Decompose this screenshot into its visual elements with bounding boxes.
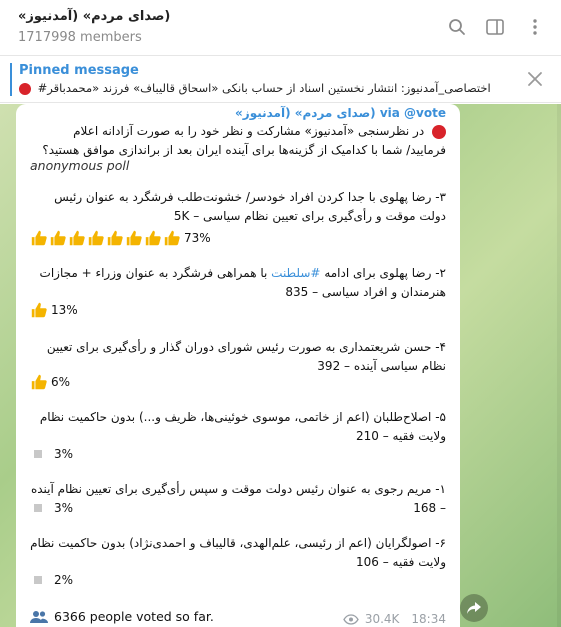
poll-option-result: [30, 300, 78, 320]
poll-option-text: ۳- رضا پهلوی با جدا کردن افراد خودسر/ خشونت‌طلب فرشگرد به عنوان رئیس دولت موقت و رأی‌گیری برای تعیین نظام سیاسی – 5K: [54, 190, 446, 223]
thumbs-up-icon: [30, 229, 48, 247]
thumbs-up-icon: [68, 229, 86, 247]
poll-option-percent: 2%: [54, 573, 74, 587]
thumbs-up-icon: [87, 229, 105, 247]
poll-type: anonymous poll: [30, 158, 130, 173]
pinned-label: Pinned message: [19, 63, 139, 78]
poll-option-percent: 6%: [51, 375, 71, 389]
poll-empty-bar: [34, 450, 42, 458]
member-count: 1717998 members: [18, 30, 142, 45]
chat-header[interactable]: [0, 0, 561, 56]
poll-option-percent: 73%: [184, 231, 211, 245]
pinned-accent-bar: [10, 63, 12, 96]
sidebar-toggle-icon[interactable]: [482, 14, 508, 40]
poll-empty-bar: [34, 576, 42, 584]
thumbs-up-icon: [30, 373, 48, 391]
poll-option-text: ۶- اصولگرایان (اعم از رئیسی، علم‌الهدی، قالیباف و احمدی‌نژاد) بدون حاکمیت نظام ولایت فقیه – 106: [30, 536, 446, 569]
poll-message[interactable]: [16, 104, 460, 627]
poll-option-result: [30, 372, 70, 392]
message-meta: [343, 612, 446, 626]
poll-votes: [30, 609, 214, 624]
poll-option-result: [30, 228, 211, 248]
poll-option-text-part: با همراهی فرشگرد به عنوان وزراء + مجازات هنرمندان و افراد سیاسی – 835: [39, 266, 446, 299]
votes-count-text: 6366 people voted so far.: [54, 609, 214, 624]
poll-question: [36, 122, 446, 160]
poll-option-text: ۱- مریم رجوی به عنوان رئیس دولت موقت و سپس رأی‌گیری برای تعیین نظام آینده – 168: [30, 482, 446, 515]
scrollbar[interactable]: [557, 104, 561, 627]
message-time: 18:34: [411, 612, 446, 626]
pinned-text-value: اختصاصی_آمدنیوز: انتشار نخستین اسناد از حساب بانکی «اسحاق قالیباف» فرزند «محمدباقر#: [37, 81, 491, 95]
poll-option-text: ۴- حسن شریعتمداری به صورت رئیس شورای دوران گذار و رأی‌گیری برای تعیین نظام سیاسی آینده – 392: [46, 340, 446, 373]
share-button[interactable]: [460, 594, 488, 622]
search-icon[interactable]: [444, 14, 470, 40]
via-bot-label[interactable]: via @vote (صدای مردم» (آمدنیوز»: [235, 106, 446, 120]
pinned-text: [19, 81, 509, 95]
poll-empty-bar: [34, 504, 42, 512]
thumbs-up-icon: [163, 229, 181, 247]
chat-title[interactable]: (صدای مردم» (آمدنیوز»: [18, 9, 171, 24]
view-count: 30.4K: [364, 612, 400, 626]
poll-option-result: [30, 570, 73, 590]
share-icon: [467, 602, 481, 614]
poll-option-text: ۵- اصلاح‌طلبان (اعم از خاتمی، موسوی خوئینی‌ها، ظریف و...) بدون حاکمیت نظام ولایت فقیه – 210: [39, 410, 446, 443]
eye-icon: [343, 614, 359, 625]
poll-option-percent: 3%: [54, 447, 74, 461]
poll-question-text: در نظرسنجی «آمدنیوز» مشارکت و نظر خود را به صورت آزادانه اعلام فرمایید/ شما با کدامیک از گزینه‌ها برای آینده ایران بعد از براندازی موافق هستید؟: [42, 124, 446, 157]
close-icon[interactable]: [525, 69, 545, 89]
chat-background: [0, 104, 561, 627]
pinned-message[interactable]: [0, 57, 561, 103]
poll-option-result: [30, 498, 73, 518]
thumbs-up-icon: [125, 229, 143, 247]
thumbs-up-icon: [49, 229, 67, 247]
thumbs-up-icon: [30, 301, 48, 319]
thumbs-up-icon: [106, 229, 124, 247]
red-circle-icon: [19, 83, 31, 95]
poll-option-text-part: ۲- رضا پهلوی برای ادامه: [320, 266, 446, 280]
people-icon: [30, 610, 48, 624]
hashtag-link[interactable]: #سلطنت: [271, 266, 321, 280]
poll-option-percent: 3%: [54, 501, 74, 515]
thumbs-up-icon: [144, 229, 162, 247]
red-circle-icon: [432, 125, 446, 139]
poll-option-result: [30, 444, 73, 464]
more-icon[interactable]: [522, 14, 548, 40]
poll-option-percent: 13%: [51, 303, 78, 317]
poll-option-text: [26, 264, 446, 302]
